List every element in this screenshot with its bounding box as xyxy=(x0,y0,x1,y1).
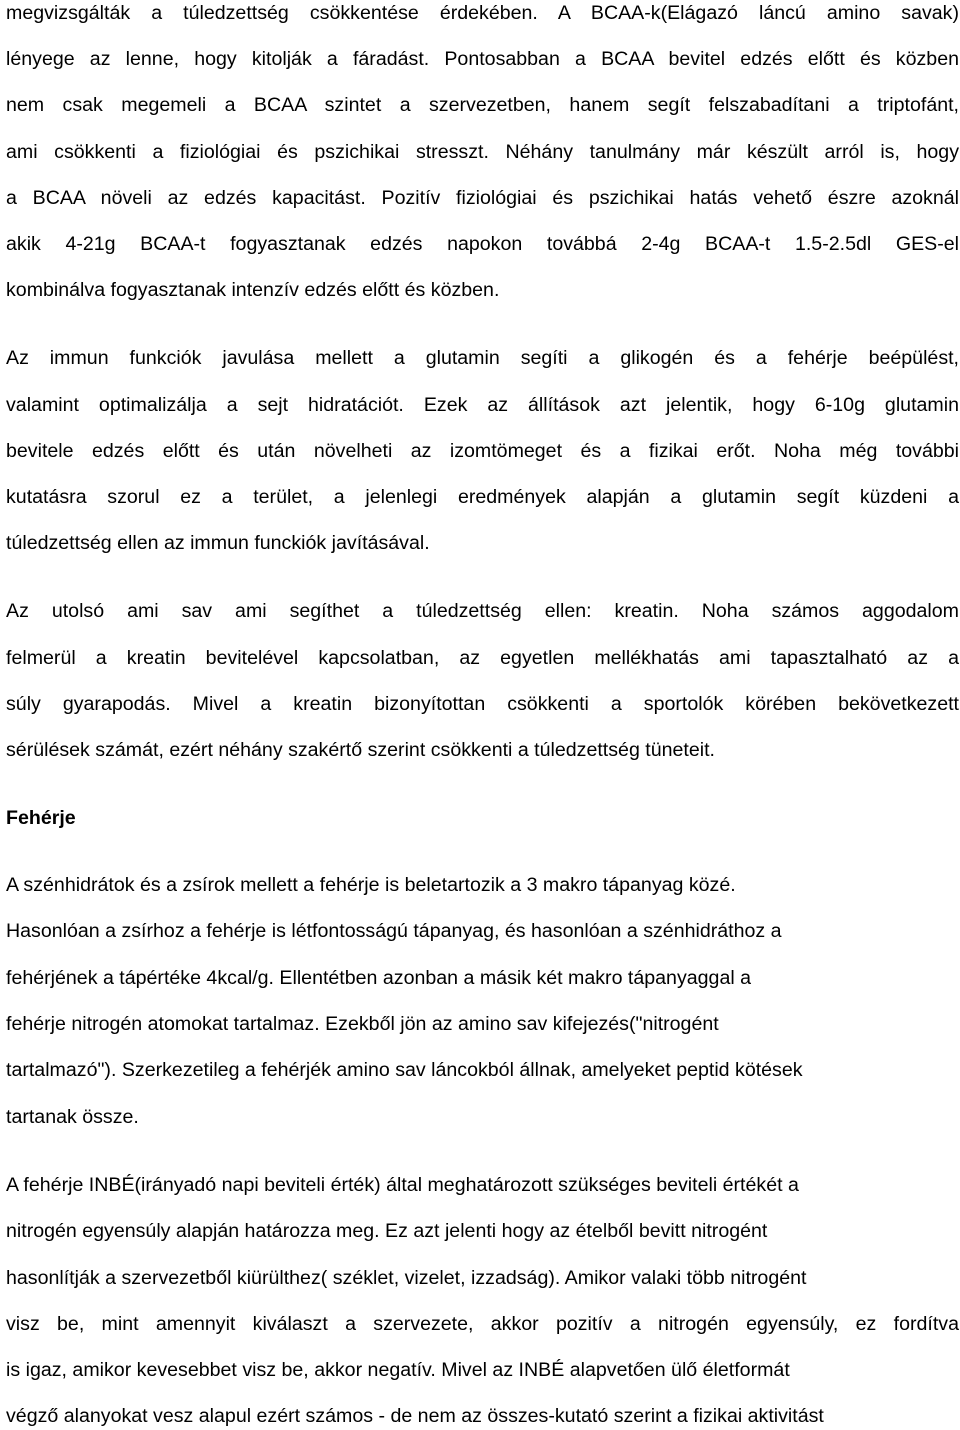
section-heading: Fehérje xyxy=(6,807,76,829)
text-line: Az utolsó ami sav ami segíthet a túledzettség ellen: kreatin. Noha számos aggodalom xyxy=(6,600,959,622)
text-line: nitrogén egyensúly alapján határozza meg. Ez azt jelenti hogy az ételből bevitt nitrogént xyxy=(6,1220,768,1242)
text-line: tartalmazó"). Szerkezetileg a fehérjék amino sav láncokból állnak, amelyeket peptid kötések xyxy=(6,1059,803,1081)
text-line: nem csak megemeli a BCAA szintet a szervezetben, hanem segít felszabadítani a triptofánt, xyxy=(6,94,959,116)
text-line: is igaz, amikor kevesebbet visz be, akkor negatív. Mivel az INBÉ alapvetően ülő életformát xyxy=(6,1359,790,1381)
text-line: Hasonlóan a zsírhoz a fehérje is létfontosságú tápanyag, és hasonlóan a szénhidráthoz a xyxy=(6,920,782,942)
text-line: súly gyarapodás. Mivel a kreatin bizonyítottan csökkenti a sportolók körében bekövetkezett xyxy=(6,693,959,715)
text-line: kutatásra szorul ez a terület, a jelenlegi eredmények alapján a glutamin segít küzdeni a xyxy=(6,486,959,508)
text-line: tartanak össze. xyxy=(6,1106,139,1128)
text-line: A fehérje INBÉ(irányadó napi beviteli érték) által meghatározott szükséges beviteli értékét a xyxy=(6,1174,799,1196)
text-line: fehérje nitrogén atomokat tartalmaz. Ezekből jön az amino sav kifejezés("nitrogént xyxy=(6,1013,719,1035)
text-line: valamint optimalizálja a sejt hidratációt. Ezek az állítások azt jelentik, hogy 6-10g glutamin xyxy=(6,394,959,416)
text-line: hasonlítják a szervezetből kiürülthez( széklet, vizelet, izzadság). Amikor valaki több nitrogént xyxy=(6,1267,807,1289)
text-line: akik 4-21g BCAA-t fogyasztanak edzés napokon továbbá 2-4g BCAA-t 1.5-2.5dl GES-el xyxy=(6,233,959,255)
text-line: túledzettség ellen az immun funckiók javításával. xyxy=(6,532,430,554)
text-line: fehérjének a tápértéke 4kcal/g. Ellentétben azonban a másik két makro tápanyaggal a xyxy=(6,967,752,989)
text-line: A szénhidrátok és a zsírok mellett a fehérje is beletartozik a 3 makro tápanyag közé. xyxy=(6,874,736,896)
text-line: Az immun funkciók javulása mellett a glutamin segíti a glikogén és a fehérje beépülést, xyxy=(6,347,959,369)
text-line: kombinálva fogyasztanak intenzív edzés előtt és közben. xyxy=(6,279,500,301)
text-line: a BCAA növeli az edzés kapacitást. Pozitív fiziológiai és pszichikai hatás vehető észre azoknál xyxy=(6,187,959,209)
text-line: felmerül a kreatin bevitelével kapcsolatban, az egyetlen mellékhatás ami tapasztalható az a xyxy=(6,647,959,669)
text-line: visz be, mint amennyit kiválaszt a szervezete, akkor pozitív a nitrogén egyensúly, ez fordítva xyxy=(6,1313,959,1335)
text-line: sérülések számát, ezért néhány szakértő szerint csökkenti a túledzettség tüneteit. xyxy=(6,739,716,761)
text-line: végző alanyokat vesz alapul ezért számos - de nem az összes-kutató szerint a fizikai aktivitást xyxy=(6,1405,824,1427)
text-line: bevitele edzés előtt és után növelheti az izomtömeget és a fizikai erőt. Noha még további xyxy=(6,440,959,462)
text-line: megvizsgálták a túledzettség csökkentése érdekében. A BCAA-k(Elágazó láncú amino savak) xyxy=(6,2,959,24)
text-line: lényege az lenne, hogy kitolják a fáradást. Pontosabban a BCAA bevitel edzés előtt és közben xyxy=(6,48,959,70)
text-line: ami csökkenti a fiziológiai és pszichikai stresszt. Néhány tanulmány már készült arról is, hogy xyxy=(6,141,959,163)
